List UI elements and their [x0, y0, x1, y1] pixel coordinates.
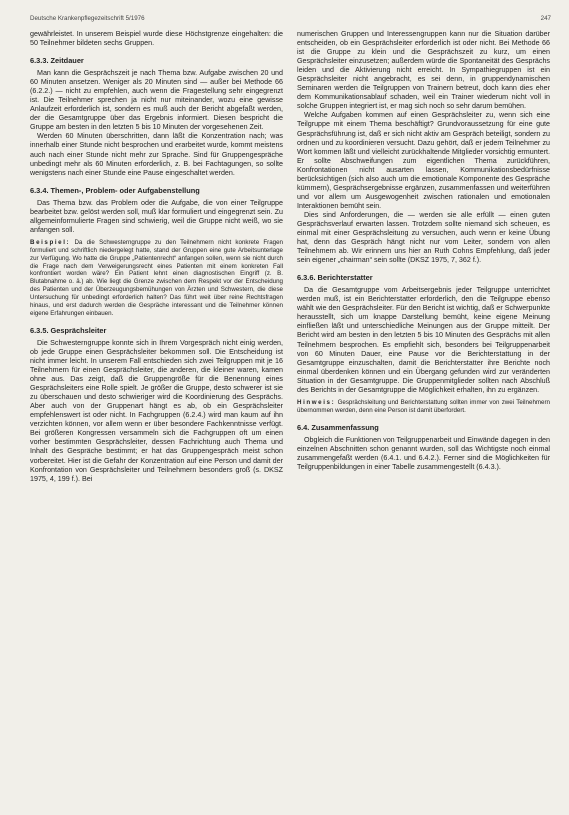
section-heading: 6.3.5. Gesprächsleiter	[30, 325, 107, 335]
paragraph: Welche Aufgaben kommen auf einen Gesprächsleiter zu, wenn sich eine Teilgruppe mit einem Thema beschäftigt? Grundvoraussetzung für eine gute Gesprächsführung ist, daß er sich nicht aktiv am Gespräch beteiligt, sondern zu ordnen und zu koordinieren versucht. Dazu gehört, daß er jedem Teilnehmer zu Wort kommen läßt und vielleicht zurückhaltende Mitglieder vorsichtig ermuntert. Er sollte Abschweifungen zum eigentlichen Thema zurückführen, Konfrontationen nicht ausarten lassen, Kommunikationsbedürfnisse berücksichtigen (sich also auch um die emotionale Komponente des Gespräche kümmern), Gesprächsergebnisse ergänzen, zusammenfassen und weiterführen und vor allem um Ausgewogenheit zwischen rationalen und emotionalen Interaktionen bemüht sein.	[297, 111, 550, 210]
paragraph: numerischen Gruppen und Interessengruppen kann nur die Situation darüber entscheiden, ob ein Gesprächsleiter erforderlich ist oder nicht. Bei Methode 66 ist die Gruppe zu klein und die Gesprächszeit zu kurz, um einen Gesprächsleiter einzusetzen; außerdem würde die Spontaneität des Gesprächs leiden und die Aktivierung nicht erreicht. In Sympathiegruppen ist ein Gesprächsleiter nicht angebracht, es sei denn, in gruppendynamischen Seminaren werden die Teilgruppen von Trainern betreut, doch kann dies eher dem Kommunikationsablauf schaden, weil ein Trainer wiederum nicht voll in solche Gruppen integriert ist, er mag sich noch so sehr darum bemühen.	[297, 30, 550, 111]
paragraph: Da die Gesamtgruppe vom Arbeitsergebnis jeder Teilgruppe unterrichtet werden muß, ist ein Berichterstatter erforderlich, den die Teilgruppe ebenso wählt wie den Gesprächsleiter. Für den Bericht ist wichtig, daß er Schwerpunkte herausstellt, sich um knappe Darstellung bemüht, keine eigene Meinung einfließen läßt und unterschiedliche Meinungen aus der Gruppe mitteilt. Der Bericht wird am besten in den letzten 5 bis 10 Minuten des Gesprächs mit allen Teilnehmern besprochen. Es empfiehlt sich, besonders bei Teilgruppenarbeit von 60 Minuten Dauer, eine Pause vor die Berichterstattung in der Gesamtgruppe einzuschalten, damit die Berichterstatter ihre Berichte noch einmal überdenken können und ein Übergang gefunden wird zur veränderten Situation in der Gesamtgruppe. Die Gruppenmitglieder sollten nach Abschluß des Berichts in der Gesamtgruppe die Möglichkeit erhalten, ihn zu ergänzen.	[297, 286, 550, 394]
paragraph: Man kann die Gesprächszeit je nach Thema bzw. Aufgabe zwischen 20 und 60 Minuten ansetzen. Weniger als 20 Minuten sind — außer bei Methode 66 (6.2.2.) — nicht zu empfehlen, auch wenn die Fragestellung sehr eingegrenzt ist. Die Teilnehmer sprechen ja nicht nur miteinander, wozu eine gewisse Anlaufzeit erforderlich ist, sondern es muß auch der Bericht abgefaßt werden, der die Gesamtgruppe über das Ergebnis informiert. Diesen bespricht die Gruppe am besten in den letzten 5 bis 10 Minuten der vorgesehenen Zeit.	[30, 69, 283, 132]
paragraph: Dies sind Anforderungen, die — werden sie alle erfüllt — einen guten Gesprächsverlauf erwarten lassen. Trotzdem sollte niemand sich scheuen, es einmal mit einer Gesprächsleitung zu versuchen, auch wenn er keine Übung hat, denn das Gespräch hängt nicht nur vom Leiter, sondern von allen Teilnehmern ab. Wir erinnern uns hier an Ruth Cohns Empfehlung, daß jeder sein eigener „chairman“ sein sollte (DKSZ 1975, 7, 362 f.).	[297, 210, 550, 265]
section-heading: 6.4. Zusammenfassung	[297, 422, 379, 432]
hint-label: Hinweis:	[297, 398, 336, 406]
paragraph: gewährleistet. In unserem Beispiel wurde diese Höchstgrenze eingehalten: die 50 Teilnehmer bildeten sechs Gruppen.	[30, 30, 283, 48]
page-number: 247	[540, 15, 551, 22]
hint-text: Gesprächsleitung und Berichterstattung sollten immer von zwei Teilnehmern übernommen werden, denn eine Person ist damit überfordert.	[297, 398, 550, 414]
example-text: Da die Schwesterngruppe zu den Teilnehmern nicht konkrete Fragen formuliert und schriftlich niedergelegt hatte, stand der Gruppen eine gute Arbeitsunterlage zur Verfügung. Wo hatte die Gruppe „Patientenrecht“ anfangen sollen, wenn sie nicht durch die Frage nach dem Verweigerungsrecht eines Patienten mit einem konkreten Fall konfrontiert worden wäre? Ein Patient lehnt einen diagnostischen Eingriff (z. B. Blutabnahme o. ä.) ab. Wie liegt die Grenze zwischen dem Respekt vor der Entscheidung des Patienten und der Überzeugungsbemühungen von Ärzten und Schwestern, die diese Untersuchung für unbedingt erforderlich halten? Das führt weit über reine Rechtsfragen hinaus, und erst dadurch werden die Gespräche interessant und die Teilnehmer können eigene Erfahrungen einbauen.	[30, 238, 283, 317]
running-head	[30, 10, 551, 22]
paragraph: Das Thema bzw. das Problem oder die Aufgabe, die von einer Teilgruppe bearbeitet bzw. gelöst werden soll, muß klar formuliert und eingegrenzt sein. Zu allgemeinformulierte Fragen sind schwierig, weil die Gruppe nicht weiß, wo sie anfangen soll.	[30, 198, 283, 234]
hint-note	[297, 399, 550, 415]
journal-title: Deutsche Krankenpflegezeitschrift 5/1976	[30, 15, 145, 22]
paragraph: Die Schwesterngruppe konnte sich in Ihrem Vorgespräch nicht einig werden, ob jede Gruppe einen Gesprächsleiter bekommen soll. Die Entscheidung ist nicht immer leicht. In unserem Fall entschieden sich zwei Teilgruppen mit je 16 Teilnehmern für einen Gesprächsleiter, die anderen, die kleiner waren, kamen ohne aus. Das zeigt, daß die Gruppengröße für die Benennung eines Gesprächsleiters eine Rolle spielt. Je größer die Gruppe, desto schwerer ist sie zu überschauen und desto schwieriger wird die Koordinierung des Gesprächs. Aber auch von der Gruppenart hängt es ab, ob ein Gesprächsleiter empfehlenswert ist oder nicht. In Fachgruppen (6.2.4.) wird man kaum auf ihn verzichten können, vor allem wenn er über besondere Fachkenntnisse verfügt. Bei größeren Kongressen versammeln sich die Fachgruppen oft um einen vorher bestimmten Gesprächsleiter, dessen Fachrichtung auch Thema und Inhalt des Gespräche bestimmt; er hat das Gruppengespräch meist schon vorbereitet. Hier ist die Gefahr der Konzentration auf eine Person und damit der Konfrontation von Gesprächsleiter und Teilnehmern besonders groß (s. DKSZ 1975, 4, 199 f.). Bei	[30, 338, 283, 483]
paragraph: Obgleich die Funktionen von Teilgruppenarbeit und Einwände dagegen in den einzelnen Abschnitten schon genannt wurden, soll das Wichtigste noch einmal zusammengefaßt werden (6.4.1. und 6.4.2.). Ferner sind die Möglichkeiten für Teilgruppenbildungen in einer Tabelle zusammengestellt (6.4.3.).	[297, 435, 550, 471]
paragraph: Werden 60 Minuten überschritten, dann läßt die Konzentration nach; was innerhalb einer Stunde nicht besprochen und erarbeitet wurde, kommt meistens auch nach einer Stunde nicht mehr zur Sprache. Sind für Gruppengespräche unbedingt mehr als 60 Minuten erforderlich, z. B. bei Fachtagungen, so sollte wenigstens nach einer Stunde eine Pause eingeschaltet werden.	[30, 132, 283, 177]
example-label: Beispiel:	[30, 238, 71, 246]
left-column	[30, 30, 283, 484]
section-heading: 6.3.6. Berichterstatter	[297, 273, 373, 283]
example-note	[30, 239, 283, 318]
section-heading: 6.3.3. Zeitdauer	[30, 56, 84, 66]
text-columns	[30, 30, 551, 484]
section-heading: 6.3.4. Themen-, Problem- oder Aufgabenstellung	[30, 185, 200, 195]
right-column	[297, 30, 550, 484]
